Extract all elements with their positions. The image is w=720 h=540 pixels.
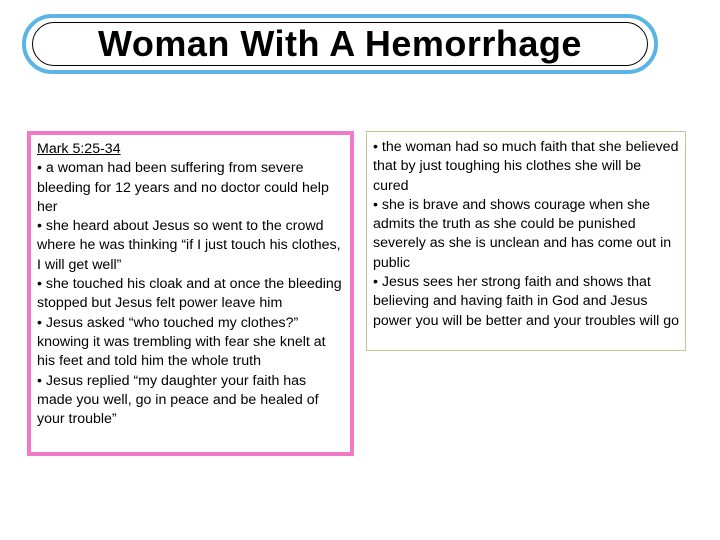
scripture-bullet: • a woman had been suffering from severe bleeding for 12 years and no doctor could help her <box>37 160 329 215</box>
scripture-bullet: • she heard about Jesus so went to the crowd where he was thinking “if I just touch his clothes, I will get well” <box>37 218 341 273</box>
scripture-panel <box>27 131 354 456</box>
scripture-bullet: • she touched his cloak and at once the bleeding stopped but Jesus felt power leave him <box>37 276 342 312</box>
reflection-bullet: • Jesus sees her strong faith and shows that believing and having faith in God and Jesus power you will be better and your troubles will go <box>373 274 679 329</box>
slide-title: Woman With A Hemorrhage <box>98 23 582 64</box>
title-banner <box>22 14 658 74</box>
reflection-panel <box>366 131 686 351</box>
scripture-bullet: • Jesus replied “my daughter your faith has made you well, go in peace and be healed of your trouble” <box>37 372 319 428</box>
reflection-bullet: • the woman had so much faith that she believed that by just toughing his clothes she will be cured <box>373 139 679 194</box>
reflection-bullet: • she is brave and shows courage when she admits the truth as she could be punished severely as she is unclean and has come out in public <box>373 196 672 271</box>
scripture-reference: Mark 5:25-34 <box>37 141 121 157</box>
scripture-bullet: • Jesus asked “who touched my clothes?” knowing it was trembling with fear she knelt at his feet and told him the whole truth <box>37 314 326 370</box>
